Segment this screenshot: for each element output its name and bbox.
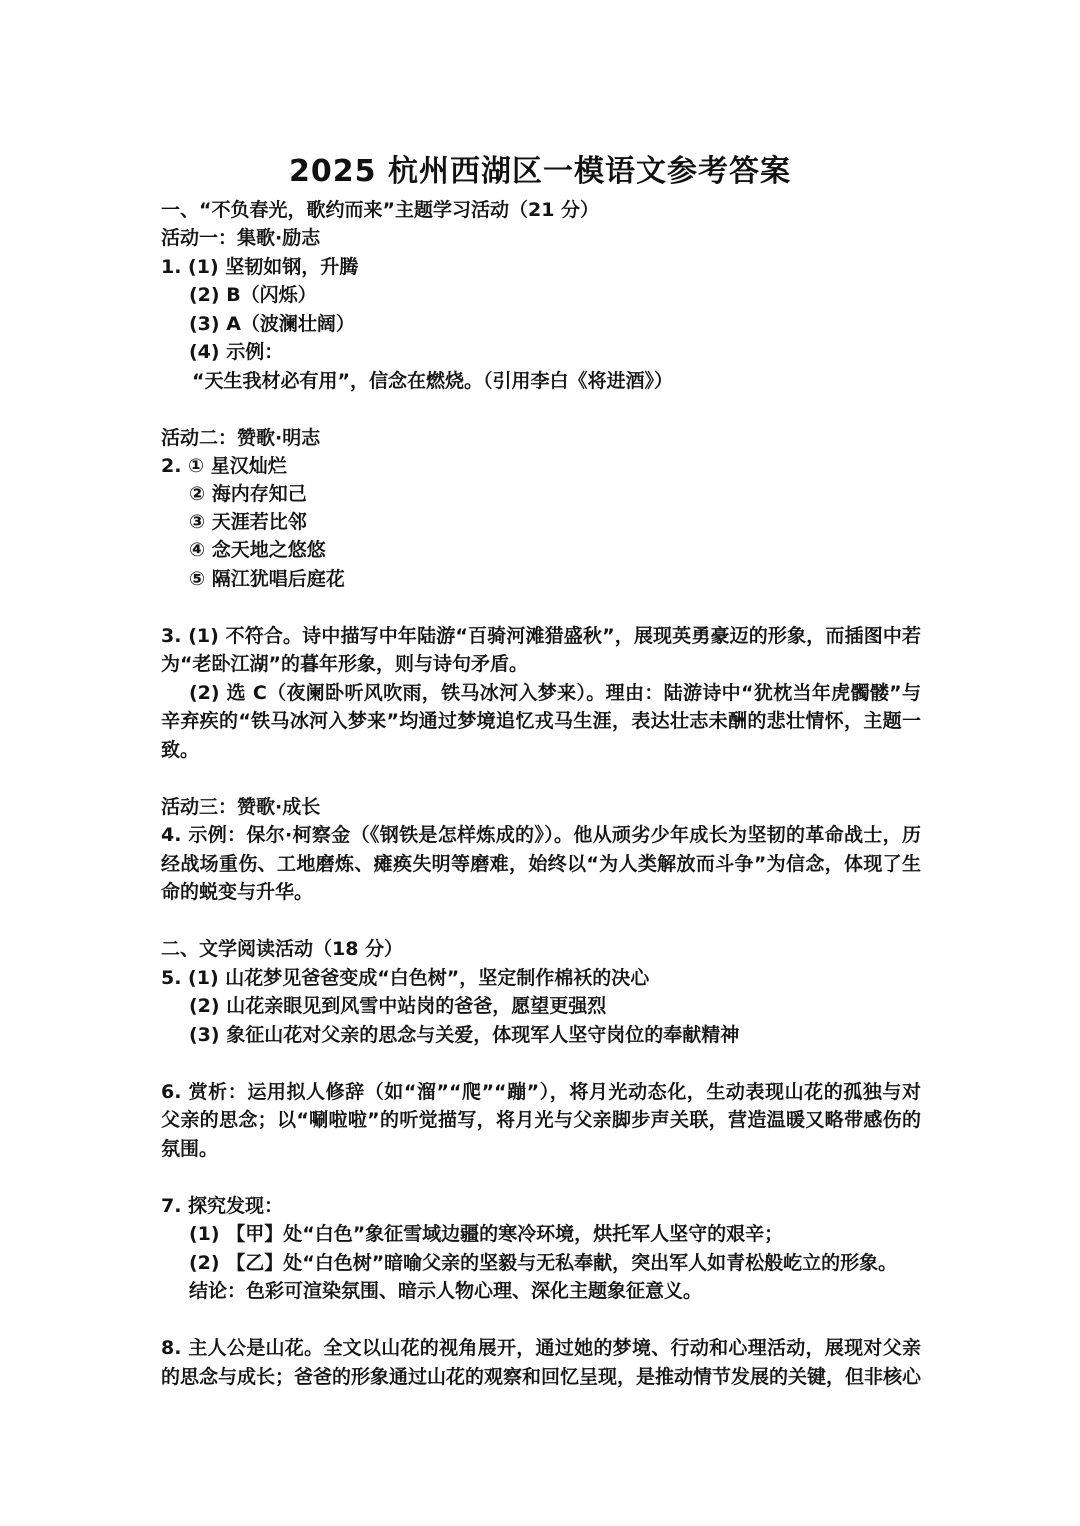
answer-line: (3) 象征山花对父亲的思念与关爱，体现军人坚守岗位的奉献精神	[189, 1024, 740, 1046]
answer-line: 结论：色彩可渲染氛围、暗示人物心理、深化主题象征意义。	[189, 1280, 703, 1302]
answer-line: 8. 主人公是山花。全文以山花的视角展开，通过她的梦境、行动和心理活动，展现对父亲	[161, 1337, 921, 1359]
answer-line: (4) 示例：	[189, 341, 284, 363]
answer-line: 6. 赏析：运用拟人修辞（如“溜”“爬”“蹦”），将月光动态化，生动表现山花的孤独与对	[161, 1081, 921, 1103]
activity-heading-3: 活动三：赞歌·成长	[161, 796, 321, 818]
answer-line: (2) 选 C（夜阑卧听风吹雨，铁马冰河入梦来）。理由：陆游诗中“犹枕当年虎髑髅”与	[189, 682, 921, 704]
section-heading-2: 二、文学阅读活动（18 分）	[161, 938, 404, 960]
answer-line: ② 海内存知己	[189, 483, 307, 505]
answer-line: (1) 【甲】处“白色”象征雪域边疆的寒冷环境，烘托军人坚守的艰辛；	[189, 1223, 784, 1245]
answer-line: ⑤ 隔江犹唱后庭花	[189, 568, 345, 590]
answer-line: 父亲的思念；以“唰啦啦”的听觉描写，将月光与父亲脚步声关联，营造温暖又略带感伤的	[161, 1109, 921, 1131]
answer-line: (2) B（闪烁）	[189, 284, 317, 306]
answer-line: 4. 示例：保尔·柯察金（《钢铁是怎样炼成的》）。他从顽劣少年成长为坚韧的革命战士，历	[161, 824, 921, 846]
answer-line: (3) A（波澜壮阔）	[189, 313, 355, 335]
answer-line: ③ 天涯若比邻	[189, 511, 307, 533]
page-title: 2025 杭州西湖区一模语文参考答案	[289, 154, 791, 189]
answer-line: (2) 【乙】处“白色树”暗喻父亲的坚毅与无私奉献，突出军人如青松般屹立的形象。	[189, 1252, 898, 1274]
answer-line: 1. (1) 坚韧如钢，升腾	[161, 256, 359, 278]
answer-line: 7. 探究发现：	[161, 1195, 284, 1217]
answer-line: 为“老卧江湖”的暮年形象，则与诗句矛盾。	[161, 653, 528, 675]
answer-line: 5. (1) 山花梦见爸爸变成“白色树”，坚定制作棉袄的决心	[161, 967, 650, 989]
answer-line: (2) 山花亲眼见到风雪中站岗的爸爸，愿望更强烈	[189, 995, 607, 1017]
activity-heading-2: 活动二：赞歌·明志	[161, 427, 321, 449]
answer-line: 的思念与成长；爸爸的形象通过山花的观察和回忆呈现，是推动情节发展的关键，但非核心	[161, 1366, 922, 1388]
answer-line: 氛围。	[161, 1138, 219, 1160]
answer-line: 致。	[161, 739, 200, 761]
answer-line: 经战场重伤、工地磨炼、瘫痪失明等磨难，始终以“为人类解放而斗争”为信念，体现了生	[161, 853, 921, 875]
answer-line: “天生我材必有用”，信念在燃烧。（引用李白《将进酒》）	[192, 370, 673, 392]
answer-line: 2. ① 星汉灿烂	[161, 455, 287, 477]
answer-line: 命的蜕变与升华。	[161, 881, 314, 903]
answer-line: ④ 念天地之悠悠	[189, 539, 326, 561]
activity-heading-1: 活动一：集歌·励志	[161, 227, 321, 249]
section-heading-1: 一、“不负春光，歌约而来”主题学习活动（21 分）	[161, 199, 600, 221]
answer-line: 辛弃疾的“铁马冰河入梦来”均通过梦境追忆戎马生涯，表达壮志未酬的悲壮情怀，主题一	[161, 710, 921, 732]
answer-line: 3. (1) 不符合。诗中描写中年陆游“百骑河滩猎盛秋”，展现英勇豪迈的形象，而插图中若	[161, 625, 921, 647]
